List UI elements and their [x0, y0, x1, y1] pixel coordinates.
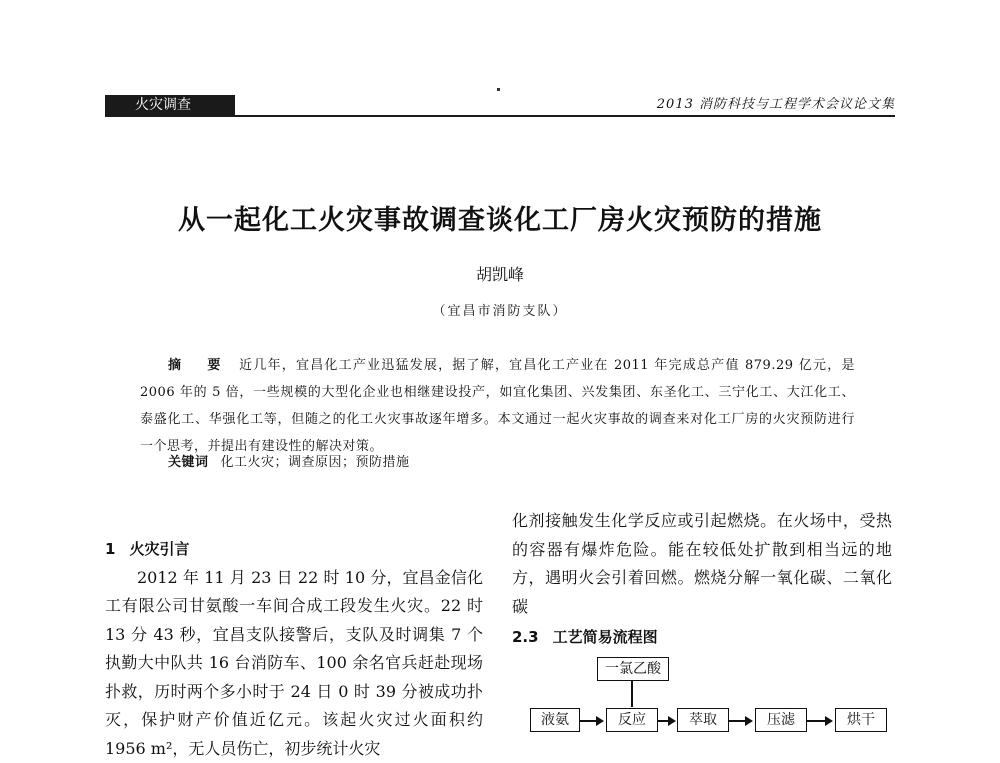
paragraph: 2012 年 11 月 23 日 22 时 10 分，宜昌金信化工有限公司甘氨酸一车间合成工段发生火灾。22 时 13 分 43 秒，宜昌支队接警后，支队及时调集 7 个执勤大中队共 16 台消防车、100 余名官兵赶赴现场扑救，历时两个多小时于 24 日 0 时 39 分被成功扑灭，保护财产价值近亿元。该起火灾过火面积约 1956 m²，无人员伤亡，初步统计火灾 — [105, 564, 483, 763]
flow-box-drying: 烘干 — [835, 708, 887, 732]
section-heading-text: 火灾引言 — [129, 540, 189, 558]
flow-box-filter-press: 压滤 — [755, 708, 807, 732]
flow-box-reaction: 反应 — [606, 708, 658, 732]
flow-connector — [631, 681, 633, 707]
keywords-text: 化工火灾；调查原因；预防措施 — [221, 455, 410, 470]
flow-arrow — [807, 720, 831, 722]
abstract-text: 近几年，宜昌化工产业迅猛发展，据了解，宜昌化工产业在 2011 年完成总产值 879.29 亿元，是 2006 年的 5 倍，一些规模的大型化企业也相继建设投产，如宜化集团、兴发集团、东圣化工、三宁化工、大江化工、泰盛化工、华强化工等，但随之的化工火灾事故逐年增多。本文通过一起火灾事故的调查来对化工厂房的火灾预防进行一个思考，并提出有建设性的解决对策。 — [140, 358, 855, 454]
abstract-label: 摘 要 — [168, 358, 227, 373]
paper-title: 从一起化工火灾事故调查谈化工厂房火灾预防的措施 — [0, 198, 1000, 237]
author-affiliation: （宜昌市消防支队） — [0, 300, 1000, 319]
keywords-label: 关键词 — [168, 455, 209, 470]
paragraph: 化剂接触发生化学反应或引起燃烧。在火场中，受热的容器有爆炸危险。能在较低处扩散到相当远的地方，遇明火会引着回燃。燃烧分解一氧化碳、二氧化碳 — [512, 507, 892, 621]
section-tag: 火灾调查 — [105, 95, 235, 115]
flow-arrow — [658, 720, 674, 722]
section-number: 2.3 — [512, 628, 539, 646]
flow-arrow — [729, 720, 751, 722]
flow-box-chloroacetic-acid: 一氯乙酸 — [597, 657, 669, 681]
section-heading-text: 工艺简易流程图 — [553, 628, 658, 646]
journal-title: 2013 消防科技与工程学术会议论文集 — [657, 95, 895, 115]
flow-box-liquid-ammonia: 液氨 — [530, 708, 580, 732]
flow-arrow — [580, 720, 602, 722]
flow-box-extraction: 萃取 — [677, 708, 729, 732]
author-name: 胡凯峰 — [0, 262, 1000, 285]
section-number: 1 — [105, 540, 115, 558]
